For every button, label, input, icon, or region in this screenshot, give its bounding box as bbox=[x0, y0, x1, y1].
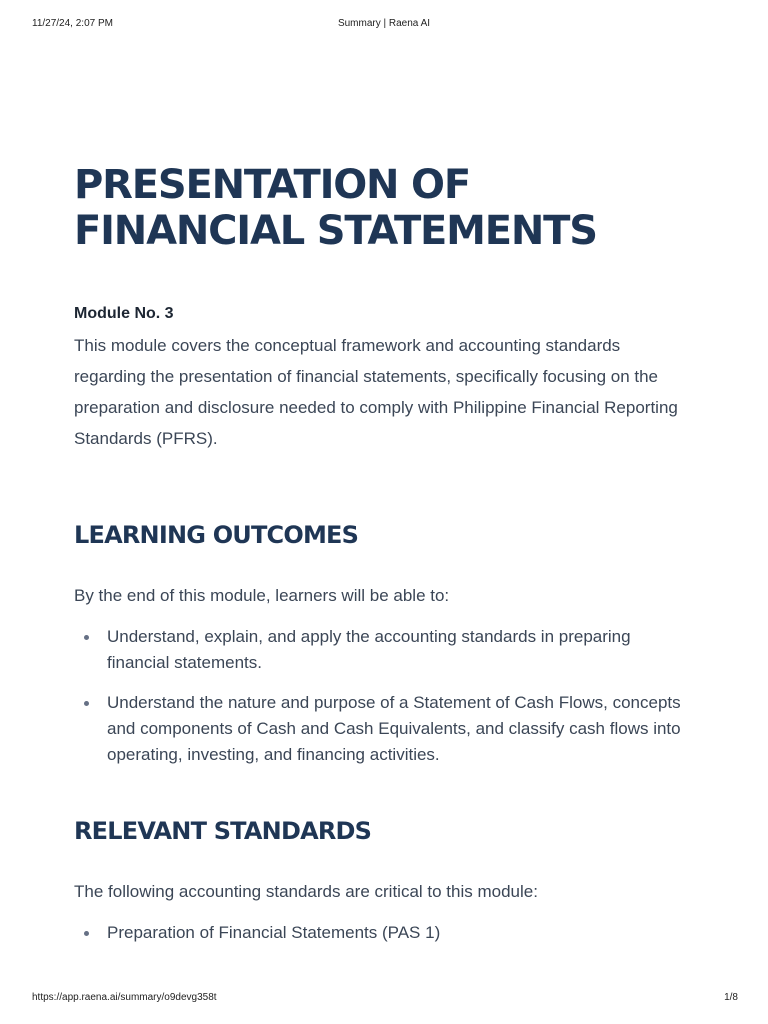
title-line-1: PRESENTATION OF bbox=[74, 162, 470, 208]
bullet-icon bbox=[84, 701, 89, 706]
print-url[interactable]: https://app.raena.ai/summary/o9devg358t bbox=[32, 992, 217, 1003]
page-indicator: 1/8 bbox=[724, 992, 738, 1003]
list-item bbox=[74, 624, 694, 676]
list-item-text: Understand, explain, and apply the accounting standards in preparing financial statements. bbox=[107, 627, 631, 672]
list-item-text: Preparation of Financial Statements (PAS 1) bbox=[107, 923, 441, 942]
module-number: Module No. 3 bbox=[74, 305, 174, 322]
list-item bbox=[74, 920, 694, 946]
learning-outcomes-heading: LEARNING OUTCOMES bbox=[74, 521, 359, 549]
document-title bbox=[74, 162, 694, 254]
print-datetime: 11/27/24, 2:07 PM bbox=[32, 18, 113, 29]
print-page-title: Summary | Raena AI bbox=[337, 18, 431, 29]
document-body bbox=[74, 162, 694, 960]
module-intro: This module covers the conceptual framework and accounting standards regarding the presentation of financial statements, specifically focusing on the preparation and disclosure needed to comply with Philippine Financial Reporting Standards (PFRS). bbox=[74, 336, 678, 448]
learning-outcomes-lead: By the end of this module, learners will be able to: bbox=[74, 586, 450, 605]
bullet-icon bbox=[84, 635, 89, 640]
learning-outcomes-list bbox=[74, 624, 694, 768]
relevant-standards-heading: RELEVANT STANDARDS bbox=[74, 817, 372, 845]
bullet-icon bbox=[84, 931, 89, 936]
print-footer bbox=[0, 992, 768, 1006]
relevant-standards-list bbox=[74, 920, 694, 946]
print-header bbox=[0, 18, 768, 32]
relevant-standards-lead: The following accounting standards are critical to this module: bbox=[74, 882, 538, 901]
list-item-text: Understand the nature and purpose of a Statement of Cash Flows, concepts and components of Cash and Cash Equivalents, and classify cash flows into operating, investing, and financing activities. bbox=[107, 693, 681, 764]
list-item bbox=[74, 690, 694, 768]
title-line-2: FINANCIAL STATEMENTS bbox=[74, 208, 597, 254]
